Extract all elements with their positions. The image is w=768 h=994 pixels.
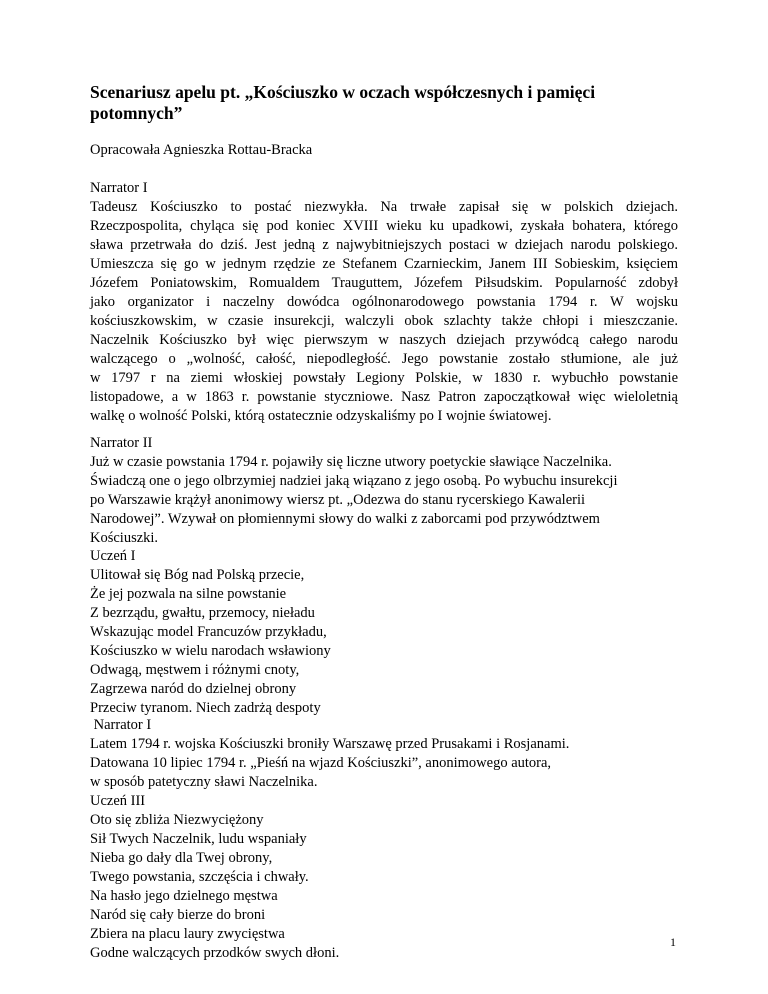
text-line: sława przetrwała do dziś. Jest jedną z najwybitniejszych postaci w dziejach narodu polskiego. <box>90 237 678 253</box>
speaker-label: Narrator II <box>90 435 153 451</box>
speaker-label: Narrator I <box>90 717 152 733</box>
text-line: jako organizator i naczelny dowódca ogólnonarodowego powstania 1794 r. W wojsku <box>90 294 678 310</box>
verse-line: Twego powstania, szczęścia i chwały. <box>90 869 309 885</box>
verse-line: Ulitował się Bóg nad Polską przecie, <box>90 567 305 583</box>
verse-line: Odwagą, męstwem i różnymi cnoty, <box>90 662 300 678</box>
text-line: w sposób patetyczny sławi Naczelnika. <box>90 774 318 790</box>
verse-line: Zbiera na placu laury zwycięstwa <box>90 926 285 942</box>
verse-line: Naród się cały bierze do broni <box>90 907 266 923</box>
verse-line: Na hasło jego dzielnego męstwa <box>90 888 278 904</box>
text-line: Datowana 10 lipiec 1794 r. „Pieśń na wjazd Kościuszki”, anonimowego autora, <box>90 755 552 771</box>
text-line: walkę o wolność Polski, którą ostatecznie odzyskaliśmy po I wojnie światowej. <box>90 408 552 424</box>
speaker-label: Uczeń III <box>90 793 146 809</box>
verse-line: Zagrzewa naród do dzielnej obrony <box>90 681 297 697</box>
text-line: Latem 1794 r. wojska Kościuszki broniły Warszawę przed Prusakami i Rosjanami. <box>90 736 570 752</box>
text-line: Józefem Poniatowskim, Romualdem Trauguttem, Józefem Piłsudskim. Popularność zdobył <box>90 275 678 291</box>
text-line: Już w czasie powstania 1794 r. pojawiły się liczne utwory poetyckie sławiące Naczelnika. <box>90 454 612 470</box>
text-line: walczącego o „wolność, całość, niepodległość. Jego powstanie zostało stłumione, ale już <box>90 351 678 367</box>
section-narrator-2 <box>90 434 678 548</box>
speaker-label: Uczeń I <box>90 548 136 564</box>
text-line: po Warszawie krążył anonimowy wiersz pt. „Odezwa do stanu rycerskiego Kawalerii <box>90 492 586 508</box>
author-line: Opracowała Agnieszka Rottau-Bracka <box>90 142 313 158</box>
section-narrator-1b <box>90 716 678 792</box>
text-line: w 1797 r na ziemi włoskiej powstały Legiony Polskie, w 1830 r. wybuchło powstanie <box>90 370 678 386</box>
verse-line: Wskazując model Francuzów przykładu, <box>90 624 327 640</box>
section-uczen-3 <box>90 792 678 963</box>
text-line: Świadczą one o jego olbrzymiej nadziei jaką wiązano z jego osobą. Po wybuchu insurekcji <box>90 473 618 489</box>
verse-line: Sił Twych Naczelnik, ludu wspaniały <box>90 831 307 847</box>
verse-line: Nieba go dały dla Twej obrony, <box>90 850 273 866</box>
text-line: Rzeczpospolita, chyląca się pod koniec XVIII wieku ku upadkowi, zyskała bohatera, którego <box>90 218 678 234</box>
verse-line: Godne walczących przodków swych dłoni. <box>90 945 340 961</box>
text-line: Narodowej”. Wzywał on płomiennymi słowy do walki z zaborcami pod przywództwem <box>90 511 600 527</box>
verse-line: Oto się zbliża Niezwyciężony <box>90 812 264 828</box>
document-title: Scenariusz apelu pt. „Kościuszko w oczach współczesnych i pamięci potomnych” <box>90 82 596 123</box>
speaker-label: Narrator I <box>90 180 148 196</box>
text-line: listopadowe, a w 1863 r. powstanie styczniowe. Nasz Patron zapoczątkował więc wieloletnią <box>90 389 678 405</box>
section-narrator-1 <box>90 179 678 426</box>
verse-line: Że jej pozwala na silne powstanie <box>90 586 287 602</box>
verse-line: Przeciw tyranom. Niech zadrżą despoty <box>90 700 321 716</box>
verse-line: Kościuszko w wielu narodach wsławiony <box>90 643 331 659</box>
text-line: Kościuszki. <box>90 530 159 546</box>
text-line: Umieszcza się go w jednym rzędzie ze Stefanem Czarnieckim, Janem III Sobieskim, księciem <box>90 256 678 272</box>
section-uczen-1 <box>90 547 678 718</box>
verse-line: Z bezrządu, gwałtu, przemocy, nieładu <box>90 605 315 621</box>
text-line: Tadeusz Kościuszko to postać niezwykła. Na trwałe zapisał się w polskich dziejach. <box>90 199 678 215</box>
text-line: Naczelnik Kościuszko był więc pierwszym w naszych dziejach przywódcą całego narodu <box>90 332 678 348</box>
page-number: 1 <box>670 935 676 949</box>
text-line: kościuszkowskim, w czasie insurekcji, walczyli obok szlachty także chłopi i mieszczanie. <box>90 313 678 329</box>
